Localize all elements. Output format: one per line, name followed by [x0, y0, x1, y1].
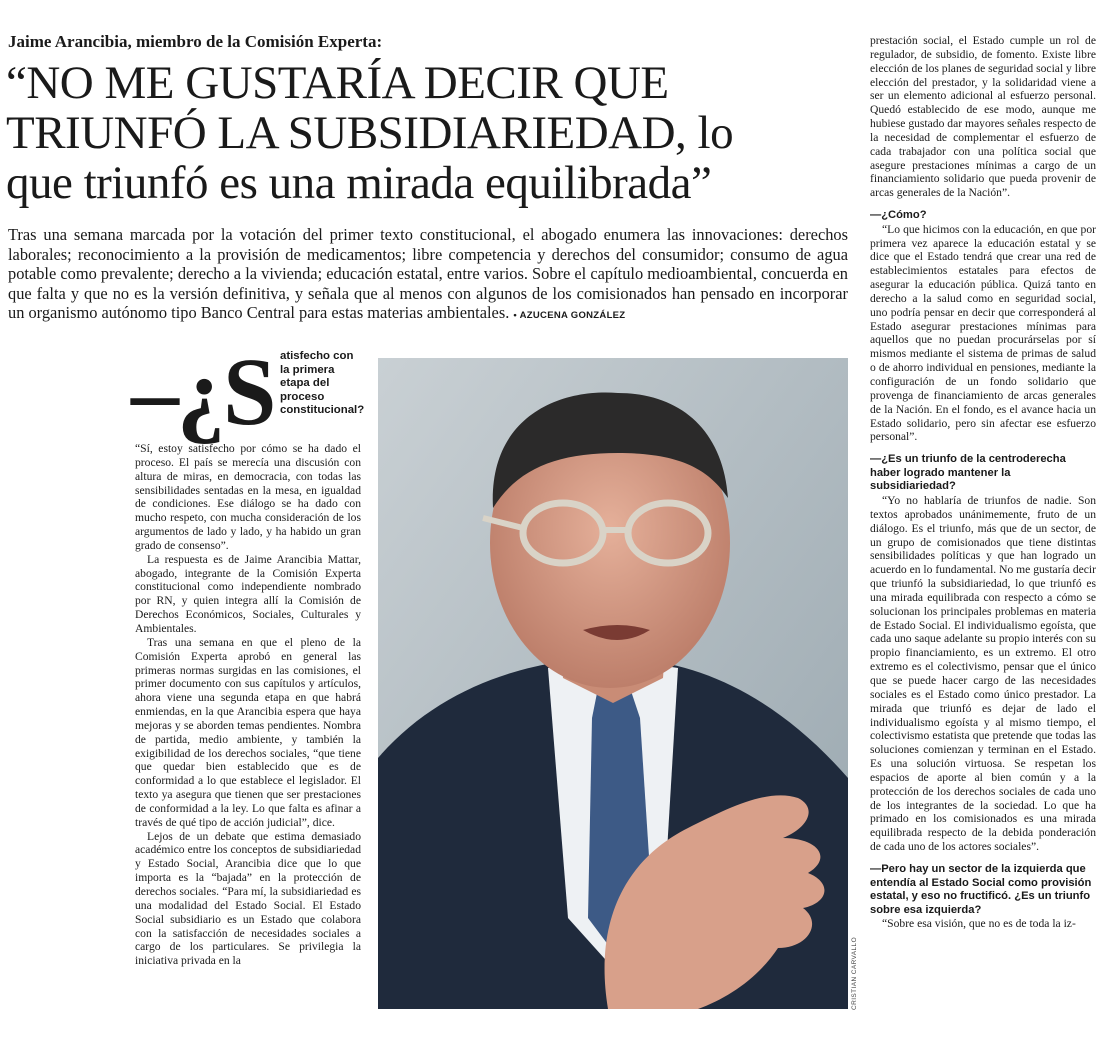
photo-credit: CRISTIAN CARVALLO	[851, 936, 858, 1010]
question-4: —Pero hay un sector de la izquierda que entendía al Estado Social como provisión estatal, y eso no fructificó. ¿Es un triunfo sobre esa izquierda?	[870, 862, 1092, 916]
right-paragraph-4: “Sobre esa visión, que no es de toda la iz-	[882, 917, 1076, 931]
left-paragraph-1: “Sí, estoy satisfecho por cómo se ha dado el proceso. El país se merecía una discusión con altura de miras, en democracia, con todas las sensibilidades sentadas en la mesa, en igualdad de condiciones. Ese diálogo se ha dado con mucho respeto, con mucha consideración de los argumentos de lado y lado, y ha habido un gran grado de consenso”.	[135, 442, 361, 552]
portrait-illustration	[378, 358, 848, 1009]
left-column	[131, 338, 365, 968]
right-paragraph-2: “Lo que hicimos con la educación, en que por primera vez aparece la educación estatal y se dice que el Estado tendrá que crear una red de establecimientos estatales para efectos de asegurar la educación pública. Quizá tanto en derecho a la salud como en seguridad social, uno podría pensar en decir que corresponderá al Estado asegurar prestaciones mínimas para aquellos que no puedan procurárselas por sí mismos mediante el sistema de primas de salud o de ahorro individual en pensiones, mediante la configuración de un fondo solidario que provenga de financiamiento de arcas generales de la Nación. En el fondo, es el avance hacia un Estado solidario, pero sin afectar ese esfuerzo personal”.	[870, 222, 1096, 444]
headline-line-1: “NO ME GUSTARÍA DECIR QUE	[6, 57, 669, 109]
question-2: —¿Cómo?	[870, 209, 927, 222]
right-column	[870, 34, 1096, 931]
dropcap: –¿S	[131, 338, 275, 445]
left-paragraph-3: Tras una semana en que el pleno de la Comisión Experta aprobó en general las primeras normas surgidas en las comisiones, el primer documento con sus capítulos y artículos, ahora viene una segunda etapa en que habrá enmiendas, en la que Arancibia espera que haya mejoras y se aborden temas pendientes. Nombra de partida, medio ambiente, y también la exigibilidad de los derechos sociales, “que tiene que quedar bien establecido que es de conformidad a lo que establece el legislador. El texto ya asegura que tienen que ser prestaciones de conformidad a la ley. Lo que falta es afinar a través de qué tipo de acción judicial”, dice.	[135, 635, 361, 829]
article-kicker: Jaime Arancibia, miembro de la Comisión Experta:	[8, 32, 383, 51]
dropcap-block	[131, 338, 365, 445]
right-paragraph-3: “Yo no hablaría de triunfos de nadie. Son textos aprobados unánimemente, fruto de un diálogo. Es el triunfo, más que de un sector, de un grupo de comisionados que tiene distintas sensibilidades políticas y que han logrado un acuerdo en lo fundamental. No me gustaría decir que triunfó la subsidiariedad, lo que triunfó es una mirada equilibrada con respecto a cómo se solucionan los principales problemas en materia de Estado Social. El individualismo egoísta, que cada uno saque adelante su propio interés con su propio financiamiento, es un extremo. El otro extremo es el colectivismo, pensar que el único que se puede hacer cargo de las necesidades sociales es el Estado como único prestador. La mirada que triunfó es dejar de lado el individualismo egoísta y al mismo tiempo, el colectivismo estatista que pretende que todas las soluciones comienzan y terminan en el Estado. Es una solución virtuosa. Se respetan los espacios de aporte al bien común y a la protección de los derechos sociales de cada uno de los integrantes de la sociedad. Lo que ha primado en los comisionados es una mirada equilibrada respecto de la debida ponderación de cada uno de los actores sociales”.	[870, 494, 1096, 854]
article-lede	[8, 225, 848, 326]
first-question: atisfecho con la primera etapa del proceso constitucional?	[280, 350, 365, 417]
headline-line-3: que triunfó es una mirada equilibrada”	[6, 157, 712, 209]
right-paragraph-1: prestación social, el Estado cumple un rol de regulador, de subsidio, de fomento. Existe libre elección de los planes de seguridad social y libre elección del prestador, y la solidaridad viene a ser un elemento adicional al esfuerzo personal. Quedó establecido de ese modo, aunque me hubiese gustado dar mayores señales respecto de la necesidad de complementar el esfuerzo de cada trabajador con una política social que asegure prestaciones mínimas a cargo de un financiamiento solidario que pueda provenir de arcas generales de la Nación”.	[870, 34, 1096, 200]
lede-text: Tras una semana marcada por la votación del primer texto constitucional, el abogado enumera las innovaciones: derechos laborales; reconocimiento a la provisión de medicamentos; libre competencia y derechos del consumidor; consumo de agua potable como prevalente; derecho a la vivienda; educación estatal, entre varios. Sobre el capítulo medioambiental, concuerda en que falta y que no es la versión definitiva, y señala que al menos con algunos de los comisionados han pensado en incorporar un organismo autónomo tipo Banco Central para estas materias ambientales.	[8, 225, 848, 322]
headline-line-2: TRIUNFÓ LA SUBSIDIARIEDAD, lo	[6, 107, 734, 159]
left-paragraph-2: La respuesta es de Jaime Arancibia Mattar, abogado, integrante de la Comisión Experta constitucional como independiente nombrado por RN, y quien integra allí la Comisión de Derechos Económicos, Sociales, Culturales y Ambientales.	[135, 552, 361, 635]
left-paragraph-4: Lejos de un debate que estima demasiado académico entre los conceptos de subsidiariedad y Estado Social, Arancibia dice que lo que importa es la “bajada” en la protección de derechos sociales. “Para mí, la subsidiariedad es una modalidad del Estado Social. El Estado Social subsidiario es un Estado que colabora con la satisfacción de necesidades sociales a cargo de los particulares. Se privilegia la iniciativa privada en la	[135, 829, 361, 968]
byline: • AZUCENA GONZÁLEZ	[513, 310, 626, 321]
question-3: —¿Es un triunfo de la centroderecha haber logrado mantener la subsidiariedad?	[870, 453, 1066, 493]
article-headline	[6, 58, 866, 208]
portrait-photo	[378, 358, 848, 1009]
